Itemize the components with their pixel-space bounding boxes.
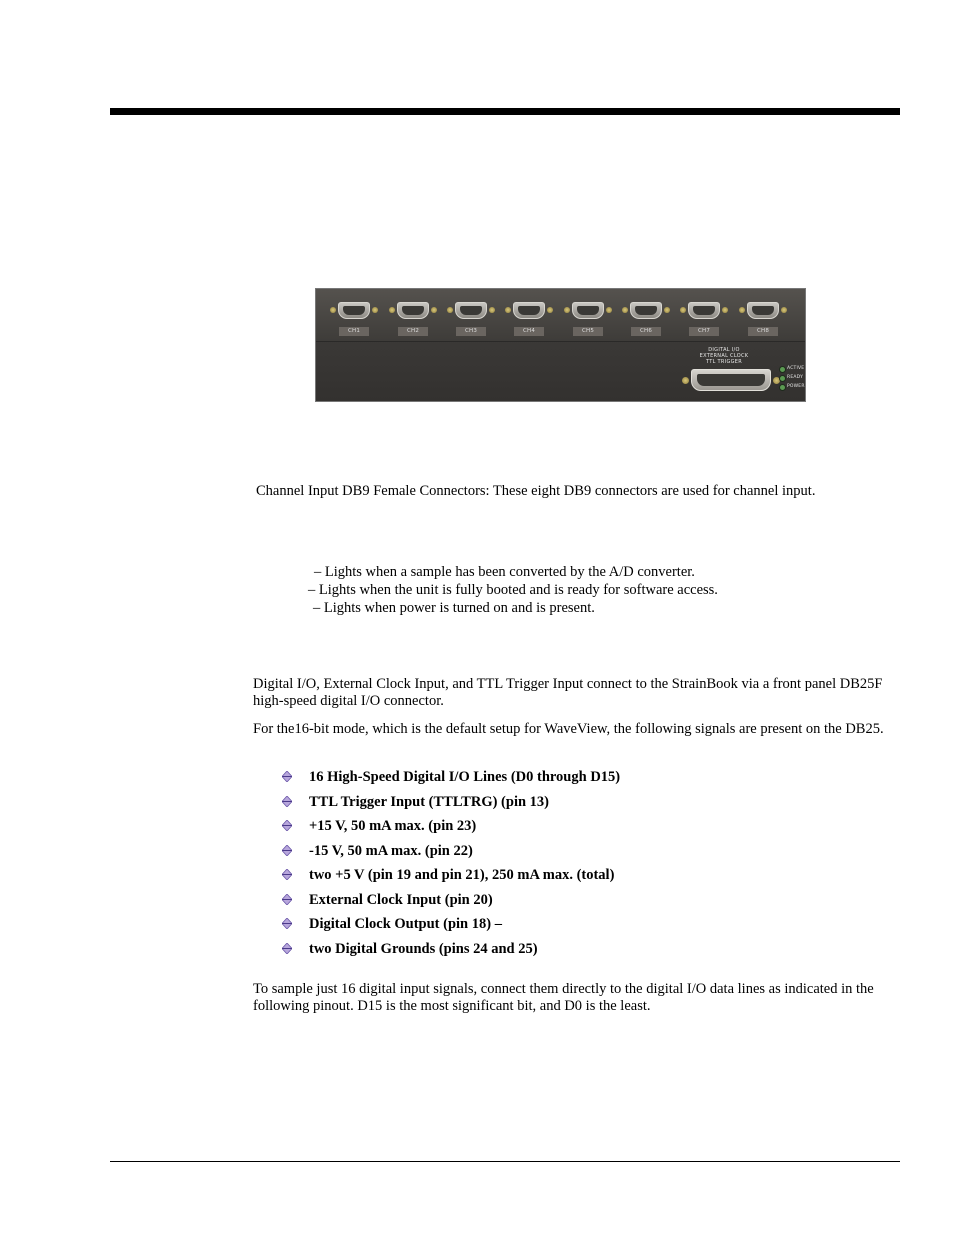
- channel-label: CH8: [748, 327, 778, 336]
- signals-intro-paragraph: For the16-bit mode, which is the default setup for WaveView, the following signals are present on the DB25.: [253, 721, 884, 737]
- channel-label: CH5: [573, 327, 603, 336]
- db9-connector-ch1: [330, 302, 378, 320]
- channel-label: CH4: [514, 327, 544, 336]
- db9-connector-ch5: [564, 302, 612, 320]
- diamond-bullet-icon: [282, 918, 292, 929]
- diamond-bullet-icon: [282, 869, 292, 880]
- channel-label: CH7: [689, 327, 719, 336]
- channel-label: CH1: [339, 327, 369, 336]
- db9-connector-ch4: [505, 302, 553, 320]
- channel-input-description: Channel Input DB9 Female Connectors: These eight DB9 connectors are used for channel input.: [256, 483, 816, 499]
- list-item: 16 High-Speed Digital I/O Lines (D0 through D15): [282, 767, 620, 792]
- ready-led: READY: [779, 374, 805, 382]
- power-led-description: – Lights when power is turned on and is present.: [313, 600, 595, 616]
- channel-label: CH6: [631, 327, 661, 336]
- db25-intro-paragraph: Digital I/O, External Clock Input, and TTL Trigger Input connect to the StrainBook via a front panel DB25F high-speed digital I/O connector.: [253, 676, 883, 709]
- db9-connector-ch8: [739, 302, 787, 320]
- db25-connector: [682, 369, 780, 391]
- diamond-bullet-icon: [282, 894, 292, 905]
- ready-led-description: – Lights when the unit is fully booted and is ready for software access.: [308, 582, 718, 598]
- footer-rule: [110, 1161, 900, 1162]
- db9-connector-ch7: [680, 302, 728, 320]
- channel-label: CH2: [398, 327, 428, 336]
- active-led-description: – Lights when a sample has been converted by the A/D converter.: [314, 564, 695, 580]
- db9-connector-ch3: [447, 302, 495, 320]
- list-item: -15 V, 50 mA max. (pin 22): [282, 841, 620, 866]
- db25-caption: DIGITAL I/O EXTERNAL CLOCK TTL TRIGGER: [699, 347, 749, 365]
- diamond-bullet-icon: [282, 796, 292, 807]
- power-led: POWER: [779, 383, 805, 391]
- diamond-bullet-icon: [282, 845, 292, 856]
- diamond-bullet-icon: [282, 771, 292, 782]
- pinout-intro-paragraph: To sample just 16 digital input signals, connect them directly to the digital I/O data lines as indicated in the following pinout. D15 is the most significant bit, and D0 is the least.: [253, 981, 874, 1014]
- list-item: two +5 V (pin 19 and pin 21), 250 mA max. (total): [282, 865, 620, 890]
- diamond-bullet-icon: [282, 820, 292, 831]
- channel-label: CH3: [456, 327, 486, 336]
- list-item: External Clock Input (pin 20): [282, 890, 620, 915]
- front-panel-photo: [315, 288, 806, 402]
- list-item: +15 V, 50 mA max. (pin 23): [282, 816, 620, 841]
- list-item: two Digital Grounds (pins 24 and 25): [282, 939, 620, 964]
- db9-connector-ch6: [622, 302, 670, 320]
- list-item: TTL Trigger Input (TTLTRG) (pin 13): [282, 792, 620, 817]
- diamond-bullet-icon: [282, 943, 292, 954]
- header-rule: [110, 108, 900, 115]
- db9-connector-ch2: [389, 302, 437, 320]
- active-led: ACTIVE: [779, 365, 805, 373]
- signal-list: [282, 767, 620, 963]
- list-item: Digital Clock Output (pin 18) –: [282, 914, 620, 939]
